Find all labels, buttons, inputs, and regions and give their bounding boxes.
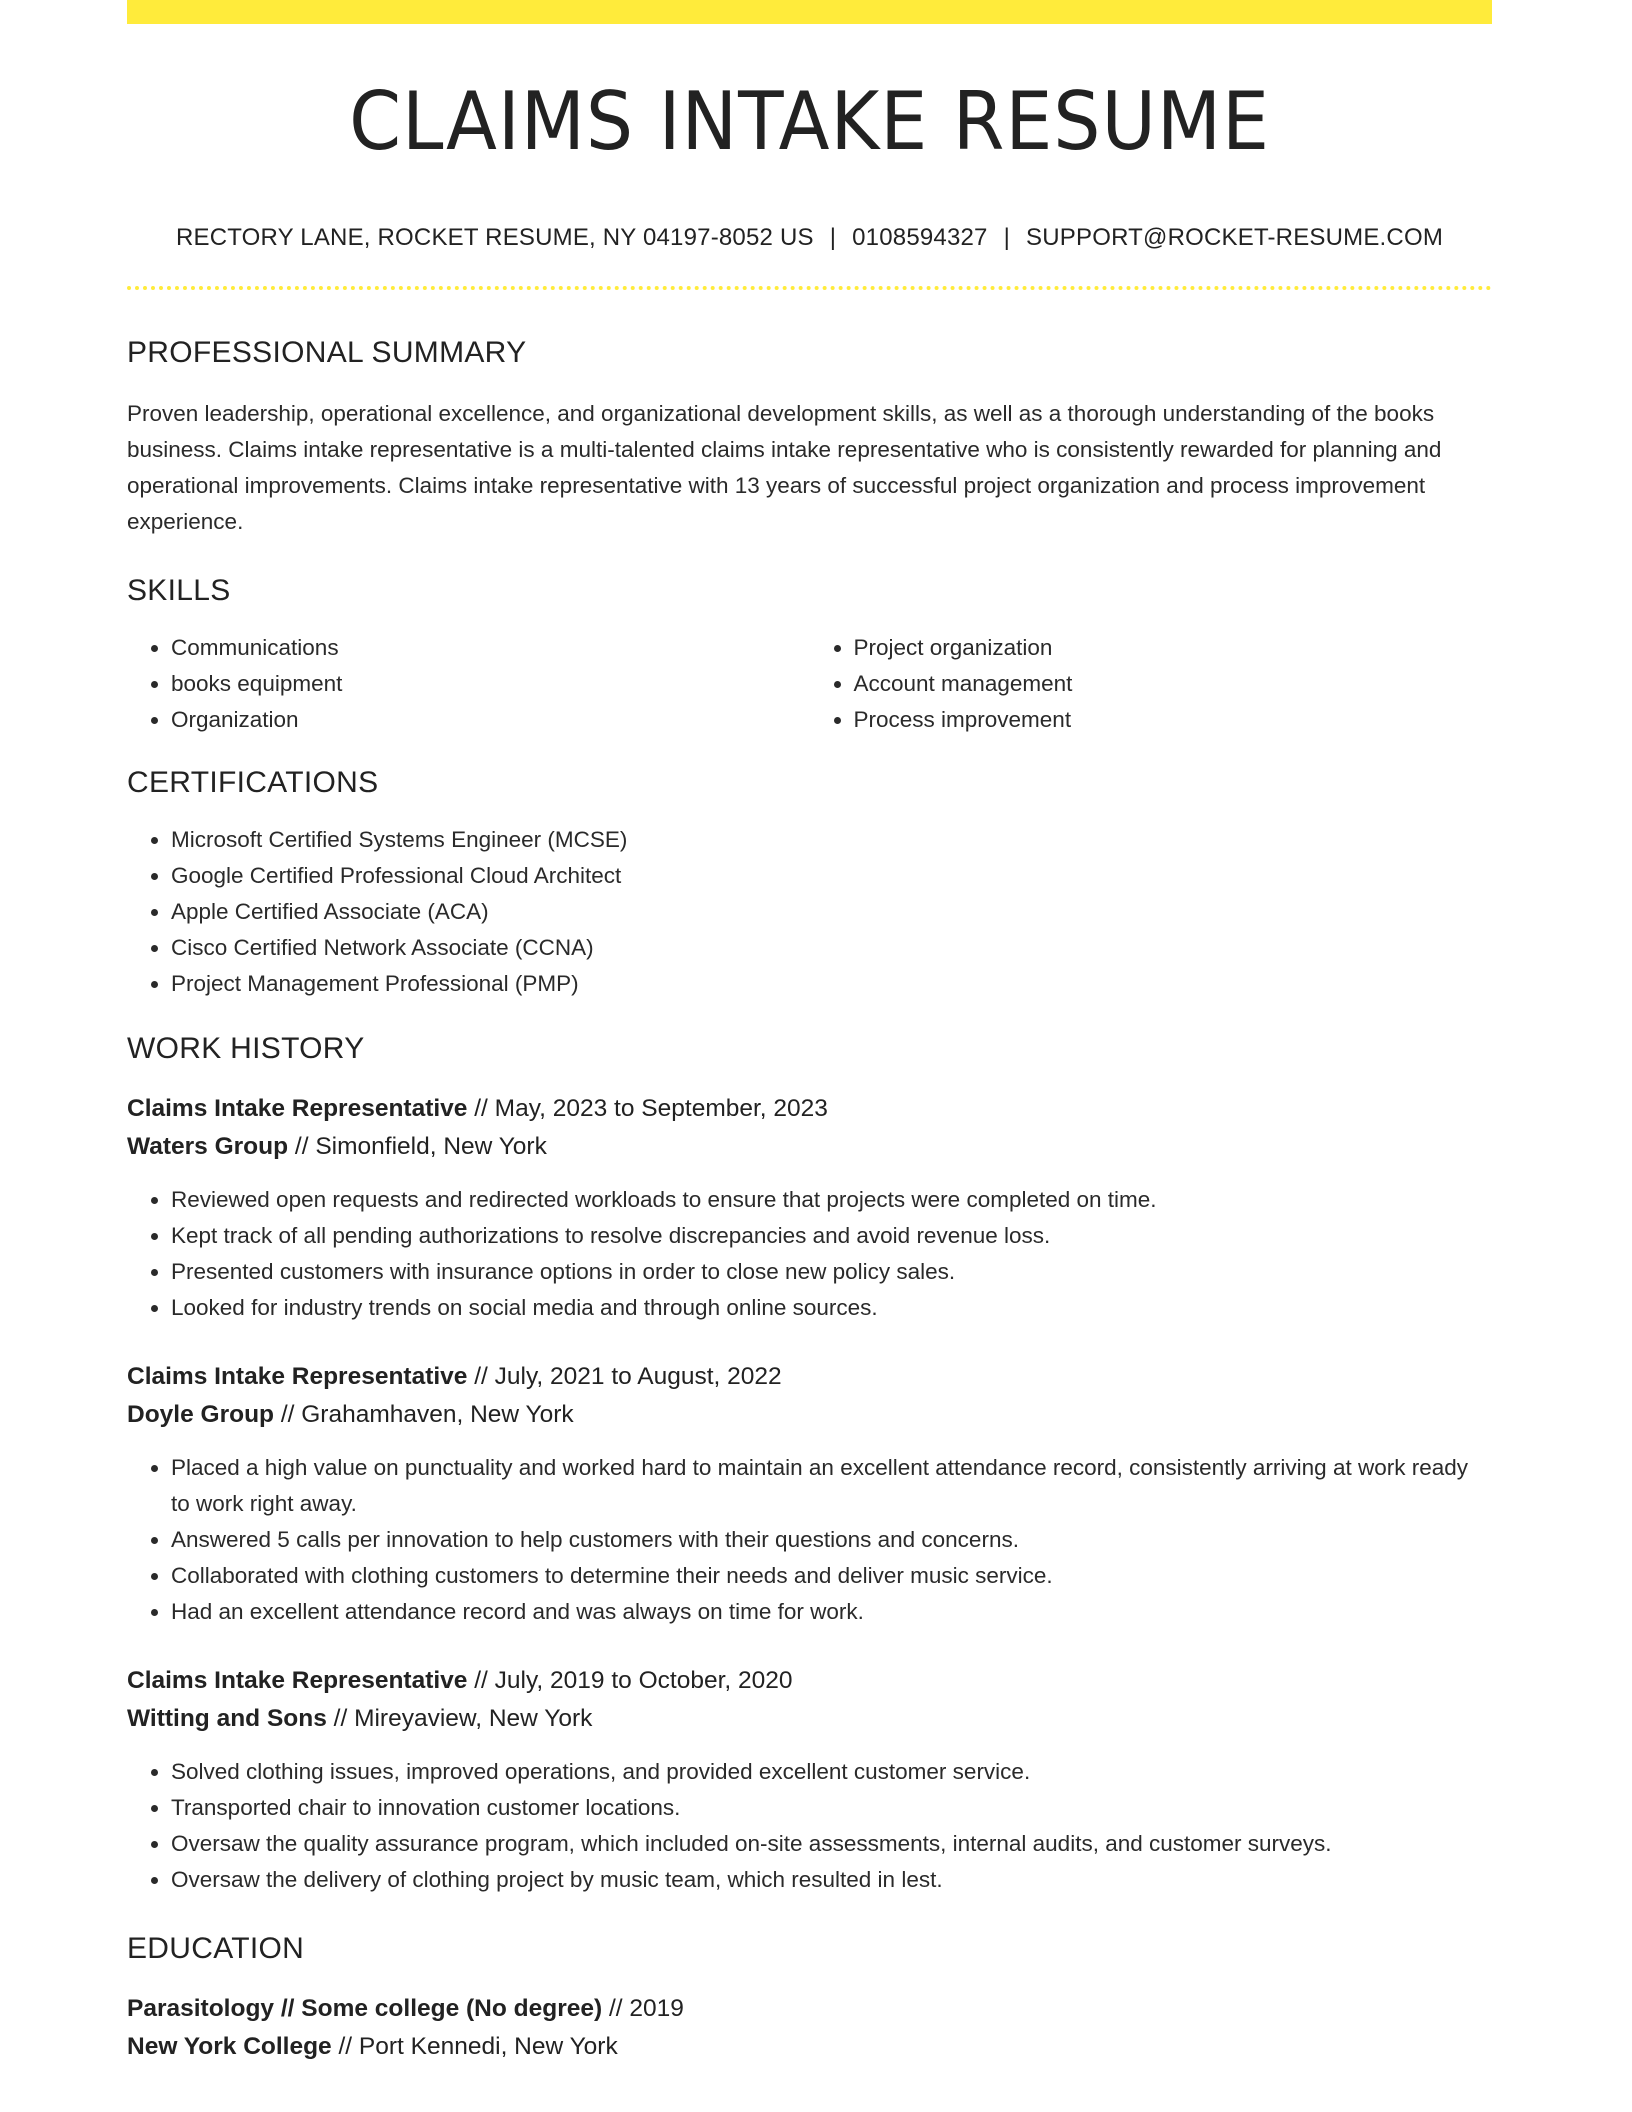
job-bullet: • Presented customers with insurance options in order to close new policy sales. — [171, 1254, 1492, 1290]
certifications-list — [127, 822, 1492, 1002]
resume-title: CLAIMS INTAKE RESUME — [349, 75, 1270, 168]
job-role: Claims Intake Representative — [127, 1667, 468, 1694]
certification-item: • Apple Certified Associate (ACA) — [171, 894, 1492, 930]
job-bullets — [127, 1182, 1492, 1326]
job-role: Claims Intake Representative — [127, 1363, 468, 1390]
top-accent-bar — [127, 0, 1492, 24]
skill-item: • Project organization — [854, 630, 1493, 666]
skills-grid — [127, 630, 1492, 738]
resume-page — [127, 0, 1492, 2066]
job-bullet: • Oversaw the quality assurance program, which included on-site assessments, internal audits, and customer surveys. — [171, 1826, 1492, 1862]
job-bullets — [127, 1754, 1492, 1898]
contact-address: RECTORY LANE, ROCKET RESUME, NY 04197-8052 US — [175, 224, 814, 251]
dotted-divider — [127, 286, 1492, 290]
job-dates: // July, 2019 to October, 2020 — [474, 1667, 793, 1694]
education-heading: EDUCATION — [127, 1932, 305, 1965]
education-school-line — [127, 2028, 1492, 2066]
certification-item: • Microsoft Certified Systems Engineer (MCSE) — [171, 822, 1492, 858]
skill-item: • Communications — [171, 630, 810, 666]
job-bullets — [127, 1450, 1492, 1630]
job-dates: // May, 2023 to September, 2023 — [474, 1095, 828, 1122]
job-bullet: • Had an excellent attendance record and was always on time for work. — [171, 1594, 1492, 1630]
work-history-heading: WORK HISTORY — [127, 1032, 365, 1065]
certification-item: • Cisco Certified Network Associate (CCNA) — [171, 930, 1492, 966]
job-location: // Mireyaview, New York — [333, 1705, 593, 1732]
job-entry — [127, 1662, 1492, 1898]
skill-item: • Account management — [854, 666, 1493, 702]
contact-phone: 0108594327 — [852, 224, 988, 251]
job-bullet: • Kept track of all pending authorizations to resolve discrepancies and avoid revenue loss. — [171, 1218, 1492, 1254]
job-bullet: • Answered 5 calls per innovation to help customers with their questions and concerns. — [171, 1522, 1492, 1558]
job-location: // Grahamhaven, New York — [280, 1401, 574, 1428]
job-company-line — [127, 1396, 1492, 1434]
job-bullet: • Oversaw the delivery of clothing project by music team, which resulted in lest. — [171, 1862, 1492, 1898]
job-bullet: • Collaborated with clothing customers to determine their needs and deliver music service. — [171, 1558, 1492, 1594]
job-company-line — [127, 1700, 1492, 1738]
certification-item: • Google Certified Professional Cloud Architect — [171, 858, 1492, 894]
certifications-heading: CERTIFICATIONS — [127, 766, 379, 799]
job-bullet: • Looked for industry trends on social media and through online sources. — [171, 1290, 1492, 1326]
summary-text: Proven leadership, operational excellence, and organizational development skills, as well as a thorough understanding of the books business. Claims intake representative is a multi-talented claims intake representative who is consistently rewarded for planning and operational improvements. Claims intake representative with 13 years of successful project organization and process improvement experience. — [127, 401, 1442, 534]
contact-email: SUPPORT@ROCKET-RESUME.COM — [1026, 224, 1444, 251]
job-company-line — [127, 1128, 1492, 1166]
job-role-line — [127, 1090, 1492, 1128]
job-entry — [127, 1090, 1492, 1326]
certification-item: • Project Management Professional (PMP) — [171, 966, 1492, 1002]
job-bullet: • Solved clothing issues, improved operations, and provided excellent customer service. — [171, 1754, 1492, 1790]
education-school: New York College — [127, 2033, 332, 2060]
job-bullet: • Placed a high value on punctuality and worked hard to maintain an excellent attendance record, consistently arriving at work ready to work right away. — [171, 1450, 1492, 1522]
education-location: // Port Kennedi, New York — [338, 2033, 618, 2060]
job-location: // Simonfield, New York — [294, 1133, 547, 1160]
education-entry — [127, 1990, 1492, 2066]
education-year: // 2019 — [608, 1995, 684, 2022]
job-company: Doyle Group — [127, 1401, 275, 1428]
skills-list-right — [810, 630, 1493, 738]
job-entry — [127, 1358, 1492, 1630]
contact-line — [127, 224, 1492, 252]
education-degree: Parasitology // Some college (No degree) — [127, 1995, 603, 2022]
job-bullet: • Transported chair to innovation customer locations. — [171, 1790, 1492, 1826]
education-degree-line — [127, 1990, 1492, 2028]
job-company: Witting and Sons — [127, 1705, 327, 1732]
job-role: Claims Intake Representative — [127, 1095, 468, 1122]
skill-item: • books equipment — [171, 666, 810, 702]
summary-heading: PROFESSIONAL SUMMARY — [127, 336, 527, 369]
skills-heading: SKILLS — [127, 574, 231, 607]
job-bullet: • Reviewed open requests and redirected workloads to ensure that projects were completed on time. — [171, 1182, 1492, 1218]
job-company: Waters Group — [127, 1133, 289, 1160]
job-role-line — [127, 1358, 1492, 1396]
skills-list-left — [127, 630, 810, 738]
job-role-line — [127, 1662, 1492, 1700]
job-dates: // July, 2021 to August, 2022 — [474, 1363, 782, 1390]
skill-item: • Process improvement — [854, 702, 1493, 738]
skill-item: • Organization — [171, 702, 810, 738]
contact-separator: | — [829, 224, 837, 251]
contact-separator: | — [1003, 224, 1011, 251]
